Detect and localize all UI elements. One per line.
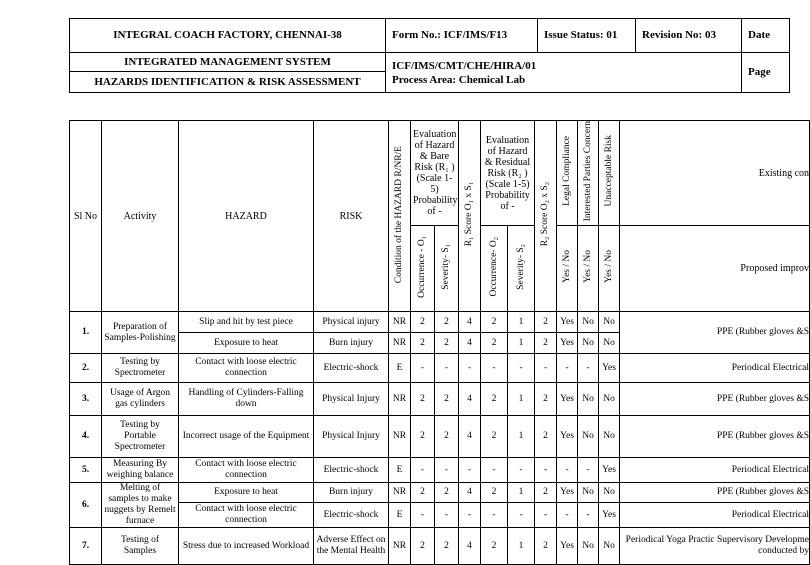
cell-hazard: Contact with loose electric connection <box>179 354 314 383</box>
cell-activity: Testing by Portable Spectrometer <box>102 416 179 458</box>
cell-s2: 1 <box>508 333 535 354</box>
cell-ip: No <box>578 312 599 333</box>
cell-cond: E <box>389 354 411 383</box>
table-row <box>70 503 810 528</box>
cell-o1: 2 <box>411 312 435 333</box>
cell-o2: 2 <box>481 483 508 503</box>
cell-r2: - <box>535 503 557 528</box>
cell-ip: - <box>578 503 599 528</box>
cell-activity: Testing by Spectrometer <box>102 354 179 383</box>
col-interested-sub-label: Yes / No <box>582 250 593 284</box>
cell-o1: - <box>411 458 435 483</box>
col-sev2-label: Severity- S₂ <box>515 243 526 290</box>
doc-title: HAZARDS IDENTIFICATION & RISK ASSESSMENT <box>70 72 386 93</box>
cell-sl: 4. <box>70 416 102 458</box>
col-risk: RISK <box>314 121 389 312</box>
cell-sl: 2. <box>70 354 102 383</box>
system-name: INTEGRATED MANAGEMENT SYSTEM <box>70 53 386 72</box>
cell-legal: - <box>557 503 578 528</box>
cell-ctrl: Periodical Electrical <box>620 354 810 383</box>
cell-o2: 2 <box>481 416 508 458</box>
doc-info <box>386 53 742 93</box>
col-interested-sub <box>578 226 599 312</box>
col-condition-label: Condition of the HAZARD R/NR/E <box>394 145 404 283</box>
cell-r2: - <box>535 458 557 483</box>
cell-cond: E <box>389 458 411 483</box>
cell-legal: Yes <box>557 333 578 354</box>
col-unacceptable-sub <box>599 226 620 312</box>
cell-s1: 2 <box>435 312 459 333</box>
cell-s1: 2 <box>435 383 459 416</box>
cell-cond: NR <box>389 312 411 333</box>
cell-o1: - <box>411 503 435 528</box>
table-row <box>70 528 810 565</box>
col-interested-label: Interested Parties Concern <box>582 121 593 222</box>
table-row <box>70 383 810 416</box>
cell-hazard: Contact with loose electric connection <box>179 503 314 528</box>
cell-ctrl: Periodical Yoga Practic Supervisory Developme conducted by <box>620 528 810 565</box>
cell-ip: - <box>578 354 599 383</box>
cell-o2: 2 <box>481 528 508 565</box>
cell-ip: No <box>578 333 599 354</box>
col-sev1 <box>435 226 459 312</box>
cell-o1: 2 <box>411 416 435 458</box>
table-row <box>70 458 810 483</box>
cell-o2: - <box>481 503 508 528</box>
col-r2-label: R₂ Score O₂ x S₂ <box>540 181 551 247</box>
page-label: Page <box>742 53 790 93</box>
hira-table <box>69 120 810 565</box>
cell-sl: 3. <box>70 383 102 416</box>
cell-o2: 2 <box>481 312 508 333</box>
col-hazard: HAZARD <box>179 121 314 312</box>
cell-ctrl: PPE (Rubber gloves &S <box>620 416 810 458</box>
date-label: Date <box>742 19 790 53</box>
cell-r2: 2 <box>535 483 557 503</box>
cell-o2: - <box>481 458 508 483</box>
cell-r1: - <box>459 354 481 383</box>
table-row <box>70 483 810 503</box>
cell-cond: E <box>389 503 411 528</box>
cell-cond: NR <box>389 416 411 458</box>
cell-ip: No <box>578 483 599 503</box>
col-occ2-label: Occurrence- O₂ <box>488 237 499 297</box>
cell-r1: - <box>459 503 481 528</box>
cell-r1: 4 <box>459 333 481 354</box>
col-occ2 <box>481 226 508 312</box>
cell-sl: 1. <box>70 312 102 354</box>
cell-risk: Burn injury <box>314 333 389 354</box>
cell-o2: - <box>481 354 508 383</box>
cell-o2: 2 <box>481 333 508 354</box>
col-legal-sub-label: Yes / No <box>561 250 572 284</box>
cell-ip: - <box>578 458 599 483</box>
cell-s2: 1 <box>508 383 535 416</box>
col-unacceptable-label: Unacceptable Risk <box>603 135 614 207</box>
cell-o1: 2 <box>411 483 435 503</box>
col-r2 <box>535 121 557 312</box>
cell-ua: Yes <box>599 354 620 383</box>
cell-s2: 1 <box>508 528 535 565</box>
cell-legal: Yes <box>557 416 578 458</box>
cell-r2: 2 <box>535 416 557 458</box>
doc-no: ICF/IMS/CMT/CHE/HIRA/01 <box>392 59 537 72</box>
col-legal-label: Legal Compliance <box>561 136 572 207</box>
col-activity: Activity <box>102 121 179 312</box>
col-legal <box>557 121 578 226</box>
table-row <box>70 416 810 458</box>
cell-ua: No <box>599 528 620 565</box>
cell-hazard: Contact with loose electric connection <box>179 458 314 483</box>
cell-s2: - <box>508 503 535 528</box>
cell-sl: 6. <box>70 483 102 528</box>
col-interested <box>578 121 599 226</box>
cell-r1: 4 <box>459 416 481 458</box>
cell-r2: 2 <box>535 312 557 333</box>
cell-s2: 1 <box>508 416 535 458</box>
cell-risk: Electric-shock <box>314 354 389 383</box>
cell-risk: Burn injury <box>314 483 389 503</box>
cell-risk: Adverse Effect on the Mental Health <box>314 528 389 565</box>
cell-o1: 2 <box>411 333 435 354</box>
process-area: Process Area: Chemical Lab <box>392 73 526 86</box>
cell-legal: - <box>557 458 578 483</box>
cell-r1: 4 <box>459 312 481 333</box>
cell-ctrl: PPE (Rubber gloves &S <box>620 383 810 416</box>
org-name: INTEGRAL COACH FACTORY, CHENNAI-38 <box>70 19 386 53</box>
cell-ua: No <box>599 312 620 333</box>
cell-hazard: Stress due to increased Workload <box>179 528 314 565</box>
cell-legal: Yes <box>557 528 578 565</box>
col-occ1-label: Occurrence - O₁ <box>417 235 427 298</box>
cell-legal: - <box>557 354 578 383</box>
cell-ip: No <box>578 528 599 565</box>
col-occ1 <box>411 226 435 312</box>
col-r1-label: R₁ Score O₁ x S₁ <box>464 181 475 247</box>
cell-o1: - <box>411 354 435 383</box>
cell-s1: 2 <box>435 416 459 458</box>
cell-risk: Electric-shock <box>314 458 389 483</box>
cell-hazard: Handling of Cylinders-Falling down <box>179 383 314 416</box>
cell-risk: Physical injury <box>314 312 389 333</box>
col-unacceptable-sub-label: Yes / No <box>603 250 614 284</box>
cell-cond: NR <box>389 528 411 565</box>
document-header <box>69 18 790 93</box>
col-existing: Existing con <box>620 121 810 226</box>
cell-activity: Usage of Argon gas cylinders <box>102 383 179 416</box>
cell-ua: Yes <box>599 458 620 483</box>
cell-o1: 2 <box>411 383 435 416</box>
cell-s1: - <box>435 458 459 483</box>
cell-legal: Yes <box>557 312 578 333</box>
cell-ctrl: PPE (Rubber gloves &S <box>620 483 810 503</box>
cell-hazard: Slip and hit by test piece <box>179 312 314 333</box>
table-row <box>70 312 810 333</box>
cell-ua: Yes <box>599 503 620 528</box>
cell-o1: 2 <box>411 528 435 565</box>
cell-s1: - <box>435 503 459 528</box>
cell-r1: 4 <box>459 483 481 503</box>
col-condition <box>389 121 411 312</box>
cell-r1: 4 <box>459 528 481 565</box>
cell-s1: 2 <box>435 528 459 565</box>
issue-status: Issue Status: 01 <box>538 19 636 53</box>
cell-ctrl: Periodical Electrical <box>620 458 810 483</box>
cell-s1: 2 <box>435 483 459 503</box>
cell-cond: NR <box>389 483 411 503</box>
cell-s2: - <box>508 354 535 383</box>
cell-ua: No <box>599 383 620 416</box>
col-res-eval: Evaluation of Hazard & Residual Risk (R₂ ) (Scale 1-5) Probability of - <box>481 121 535 226</box>
cell-s1: 2 <box>435 333 459 354</box>
cell-r2: 2 <box>535 383 557 416</box>
cell-sl: 5. <box>70 458 102 483</box>
col-sl-no: Sl No <box>70 121 102 312</box>
cell-r1: - <box>459 458 481 483</box>
cell-risk: Physical Injury <box>314 416 389 458</box>
cell-activity: Measuring By weighing balance <box>102 458 179 483</box>
cell-sl: 7. <box>70 528 102 565</box>
cell-hazard: Exposure to heat <box>179 333 314 354</box>
cell-cond: NR <box>389 333 411 354</box>
cell-s2: - <box>508 458 535 483</box>
cell-hazard: Incorrect usage of the Equipment <box>179 416 314 458</box>
col-legal-sub <box>557 226 578 312</box>
cell-r2: - <box>535 354 557 383</box>
table-row <box>70 354 810 383</box>
cell-ua: No <box>599 416 620 458</box>
cell-risk: Electric-shock <box>314 503 389 528</box>
cell-o2: 2 <box>481 383 508 416</box>
cell-ip: No <box>578 383 599 416</box>
cell-ip: No <box>578 416 599 458</box>
cell-r1: 4 <box>459 383 481 416</box>
cell-risk: Physical Injury <box>314 383 389 416</box>
revision-no: Revision No: 03 <box>636 19 742 53</box>
col-proposed: Proposed improv <box>620 226 810 312</box>
cell-s2: 1 <box>508 312 535 333</box>
cell-s1: - <box>435 354 459 383</box>
cell-activity: Testing of Samples <box>102 528 179 565</box>
cell-s2: 1 <box>508 483 535 503</box>
cell-hazard: Exposure to heat <box>179 483 314 503</box>
cell-r2: 2 <box>535 333 557 354</box>
cell-legal: Yes <box>557 483 578 503</box>
cell-ua: No <box>599 483 620 503</box>
cell-ua: No <box>599 333 620 354</box>
col-bare-eval: Evaluation of Hazard & Bare Risk (R₁ ) (Scale 1-5) Probability of - <box>411 121 459 226</box>
col-unacceptable <box>599 121 620 226</box>
cell-activity: Melting of samples to make nuggets by Remelt furnace <box>102 483 179 528</box>
cell-cond: NR <box>389 383 411 416</box>
cell-r2: 2 <box>535 528 557 565</box>
col-sev2 <box>508 226 535 312</box>
cell-ctrl: Periodical Electrical <box>620 503 810 528</box>
cell-legal: Yes <box>557 383 578 416</box>
form-no: Form No.: ICF/IMS/F13 <box>386 19 538 53</box>
col-r1 <box>459 121 481 312</box>
cell-activity: Preparation of Samples-Polishing <box>102 312 179 354</box>
cell-ctrl: PPE (Rubber gloves &S <box>620 312 810 354</box>
col-sev1-label: Severity- S₁ <box>441 243 451 290</box>
